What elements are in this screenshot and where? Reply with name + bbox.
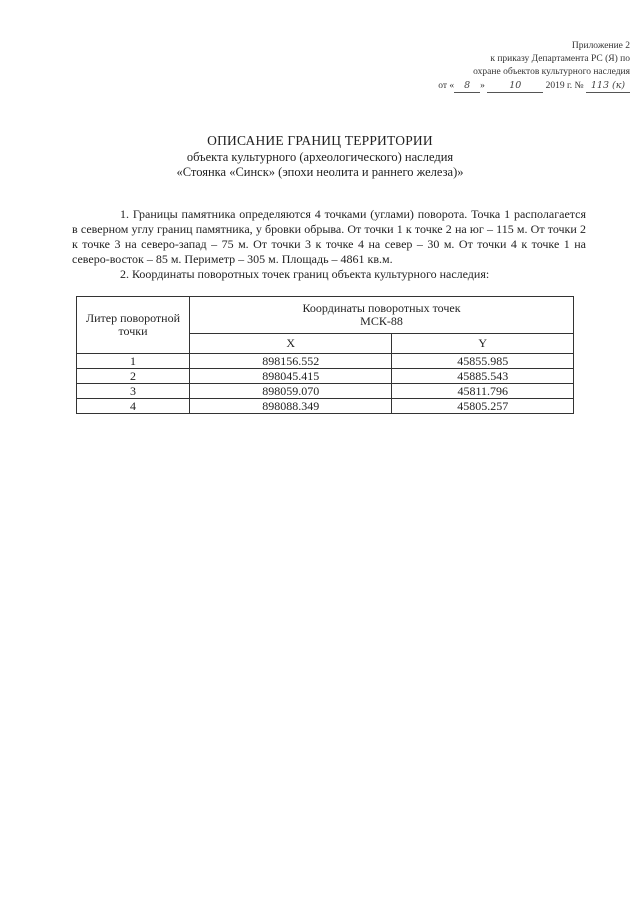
cell-x: 898088.349 [190, 399, 392, 414]
order-day: 8 [454, 79, 480, 93]
document-title [0, 133, 640, 180]
appendix-number: Приложение 2 [571, 41, 630, 51]
coordinates-table [76, 296, 574, 414]
table-row [77, 369, 574, 384]
header-coordinates-line2: МСК-88 [360, 313, 403, 328]
order-month: 10 [487, 79, 543, 93]
cell-liter: 4 [77, 399, 190, 414]
date-prefix: от « [438, 81, 455, 91]
paragraph-coordinates-intro: 2. Координаты поворотных точек границ объекта культурного наследия: [120, 267, 490, 281]
header-y: Y [392, 333, 574, 353]
paragraph-boundaries: 1. Границы памятника определяются 4 точками (углами) поворота. Точка 1 располагается в северном углу границ памятника, у бровки обрыва. От точки 1 к точке 2 на юг – 115 м. От точки 2 к точке 3 на северо-запад – 75 м. От точки 3 к точке 4 на север – 30 м. От точки 4 к точке 1 на северо-восток – 85 м. Периметр – 305 м. Площадь – 4861 кв.м. [72, 207, 586, 266]
document-body [72, 207, 586, 282]
order-reference: к приказу Департамента РС (Я) по [490, 54, 630, 64]
cell-y: 45805.257 [392, 399, 574, 414]
table-row [77, 354, 574, 369]
title-main: ОПИСАНИЕ ГРАНИЦ ТЕРРИТОРИИ [207, 133, 433, 148]
header-x: X [190, 333, 392, 353]
cell-y: 45885.543 [392, 369, 574, 384]
order-number: 113 (к) [586, 79, 630, 93]
header-coordinates [190, 297, 574, 334]
header-coordinates-line1: Координаты поворотных точек [302, 300, 461, 315]
date-mid: » [480, 81, 485, 91]
order-year: 2019 г. № [545, 81, 584, 91]
cell-x: 898045.415 [190, 369, 392, 384]
department-name: охране объектов культурного наследия [473, 67, 630, 77]
table-row [77, 384, 574, 399]
cell-x: 898156.552 [190, 354, 392, 369]
header-liter: Литер поворотной точки [77, 297, 190, 354]
cell-y: 45855.985 [392, 354, 574, 369]
appendix-header [400, 40, 630, 93]
cell-liter: 2 [77, 369, 190, 384]
title-subtitle-1: объекта культурного (археологического) наследия [186, 150, 454, 164]
title-subtitle-2: «Стоянка «Синск» (эпохи неолита и раннего железа)» [176, 165, 464, 179]
table-row [77, 399, 574, 414]
cell-liter: 1 [77, 354, 190, 369]
cell-liter: 3 [77, 384, 190, 399]
cell-y: 45811.796 [392, 384, 574, 399]
table-header-row [77, 297, 574, 334]
cell-x: 898059.070 [190, 384, 392, 399]
order-date-line [400, 79, 630, 93]
